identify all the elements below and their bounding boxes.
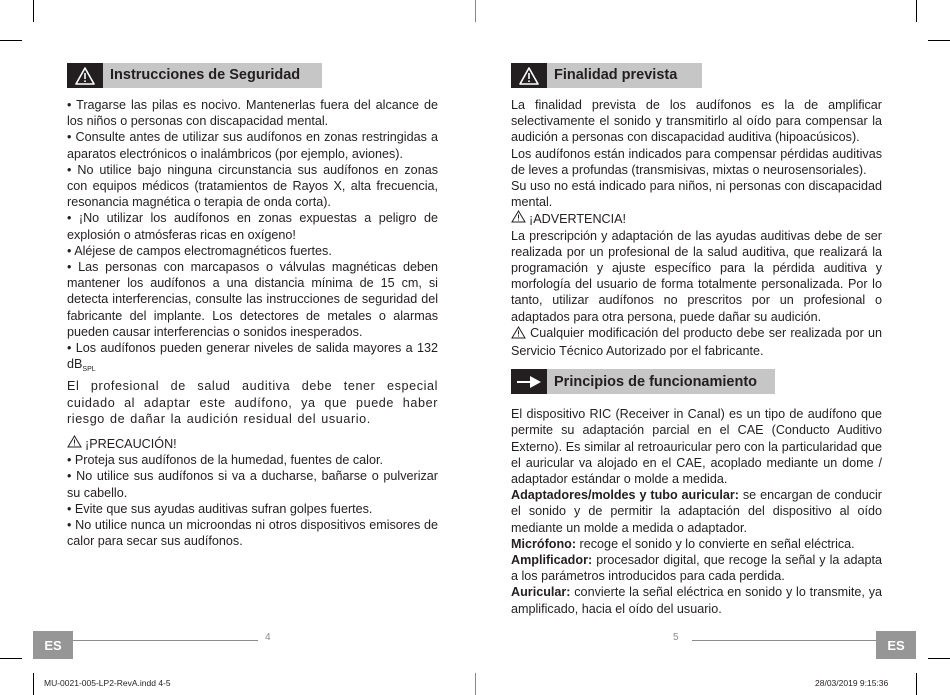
- safety-item: [67, 340, 438, 378]
- term: Amplificador:: [511, 553, 593, 568]
- operation-text: Adaptadores/moldes y tubo auricular: se encargan de conducir el sonido y de permitir la adaptación del dispositivo al oído mediante un molde a medida o adaptador.: [511, 488, 882, 535]
- operation-text: Amplificador: procesador digital, que recoge la señal y la adapta a los parámetros introducidos para cada perdida.: [511, 553, 882, 584]
- section-title: Instrucciones de Seguridad: [103, 63, 322, 88]
- caution-item: • Proteja sus audífonos de la humedad, fuentes de calor.: [67, 453, 383, 468]
- crop-mark: [33, 673, 34, 695]
- term: Auricular:: [511, 585, 571, 600]
- purpose-text: [511, 325, 882, 359]
- section-header-safety: [67, 63, 438, 88]
- operation-text: Auricular: convierte la señal eléctrica en sonido y lo transmite, ya amplificado, hacia el oído del usuario.: [511, 585, 882, 616]
- crop-mark: [928, 40, 950, 41]
- caution-label: ¡PRECAUCIÓN!: [85, 436, 177, 451]
- right-page-column: [511, 63, 882, 617]
- section-title: Principios de funcionamiento: [547, 369, 775, 394]
- safety-item: • No utilice bajo ninguna circunstancia sus audífonos en zonas con equipos médicos (tratamientos de Rayos X, alta frecuencia, resonancia magnética o terapia de onda corta).: [67, 162, 438, 210]
- purpose-text: La finalidad prevista de los audífonos es la de amplificar selectivamente el sonido y transmitirlo al oído para compensar la audición a personas con discapacidad auditiva (hipoacúsicos).: [511, 98, 882, 145]
- caution-item: • No utilice sus audífonos si va a ducharse, bañarse o pulverizar su cabello.: [67, 469, 438, 500]
- crop-mark: [916, 0, 917, 22]
- warning-label: ¡ADVERTENCIA!: [529, 211, 627, 226]
- warning-heading: [511, 210, 882, 227]
- caution-item: • Evite que sus ayudas auditivas sufran golpes fuertes.: [67, 501, 373, 516]
- safety-item: • Aléjese de campos electromagnéticos fuertes.: [67, 243, 332, 258]
- safety-item: • Consulte antes de utilizar sus audífonos en zonas restringidas a aparatos electrónicos o inalámbricos (por ejemplo, aviones).: [67, 130, 438, 161]
- page-number: 4: [265, 632, 271, 643]
- print-slug-file: MU-0021-005-LP2-RevA.indd 4-5: [44, 678, 171, 688]
- crop-mark: [0, 40, 22, 41]
- caution-item: • No utilice nunca un microondas ni otros dispositivos emisores de calor para secar sus audífonos.: [67, 518, 438, 549]
- arrow-icon: [511, 369, 547, 394]
- left-page-column: [67, 63, 438, 549]
- page-number: 5: [673, 632, 679, 643]
- footer-rule: [692, 640, 876, 641]
- section-header-purpose: [511, 63, 882, 88]
- section-title: Finalidad prevista: [547, 63, 702, 88]
- caution-icon: [67, 435, 82, 452]
- purpose-text: Los audífonos están indicados para compensar pérdidas auditivas de leves a profundas (transmisivas, mixtas o neurosensoriales).: [511, 146, 882, 177]
- caution-icon: [511, 326, 526, 343]
- professional-note: El profesional de salud auditiva debe tener especial cuidado al adaptar este audífono, ya que puede haber riesgo de dañar la audición residual del usuario.: [67, 379, 438, 426]
- crop-mark: [928, 658, 950, 659]
- spl-subscript: SPL: [82, 366, 96, 374]
- term: Adaptadores/moldes y tubo auricular:: [511, 488, 739, 503]
- term: Micrófono:: [511, 536, 577, 551]
- warning-icon: [67, 63, 103, 88]
- crop-mark: [475, 673, 476, 695]
- operation-text: Micrófono: recoge el sonido y lo convierte en señal eléctrica.: [511, 536, 855, 551]
- output-level-text: • Los audífonos pueden generar niveles de salida mayores a 132 dB: [67, 341, 438, 372]
- caution-icon: [511, 210, 526, 227]
- purpose-text: La prescripción y adaptación de las ayudas auditivas debe de ser realizada por un profesional de la salud auditiva, que realizará la programación y ajuste específico para la pérdida auditiva y morfología del usuario de forma totalmente personalizada. Por lo tanto, utilizar audífonos no prescritos por un profesional o adaptados para otra persona, puede dañar su audición.: [511, 228, 882, 324]
- caution-heading: [67, 435, 438, 452]
- operation-text: El dispositivo RIC (Receiver in Canal) es un tipo de audífono que permite su adaptación parcial en el CAE (Conducto Auditivo Externo). Es similar al retroauricular pero con la particularidad que el auricular va alojado en el CAE, acoplado mediante un dome / adaptador estándar o molde a medida.: [511, 407, 882, 487]
- language-tab: ES: [876, 631, 916, 659]
- language-tab: ES: [33, 631, 73, 659]
- modification-note: Cualquier modificación del producto debe ser realizada por un Servicio Técnico Autorizado por el fabricante.: [511, 325, 883, 359]
- crop-mark: [916, 673, 917, 695]
- warning-icon: [511, 63, 547, 88]
- safety-item: • ¡No utilizar los audífonos en zonas expuestas a peligro de explosión o atmósferas ricas en oxígeno!: [67, 211, 438, 242]
- section-header-operation: [511, 369, 882, 394]
- footer-rule: [73, 640, 258, 641]
- purpose-text: Su uso no está indicado para niños, ni personas con discapacidad mental.: [511, 179, 882, 210]
- safety-item: • Tragarse las pilas es nocivo. Mantenerlas fuera del alcance de los niños o personas con discapacidad mental.: [67, 98, 438, 129]
- crop-mark: [0, 658, 22, 659]
- crop-mark: [475, 0, 476, 22]
- safety-item: • Las personas con marcapasos o válvulas magnéticas deben mantener los audífonos a una distancia mínima de 15 cm, si detecta interferencias, consulte las instrucciones de seguridad del fabricante del implante. Los detectores de metales o alarmas pueden causar interferencias o sonidos inesperados.: [67, 260, 438, 339]
- crop-mark: [33, 0, 34, 22]
- print-slug-date: 28/03/2019 9:15:36: [815, 678, 889, 688]
